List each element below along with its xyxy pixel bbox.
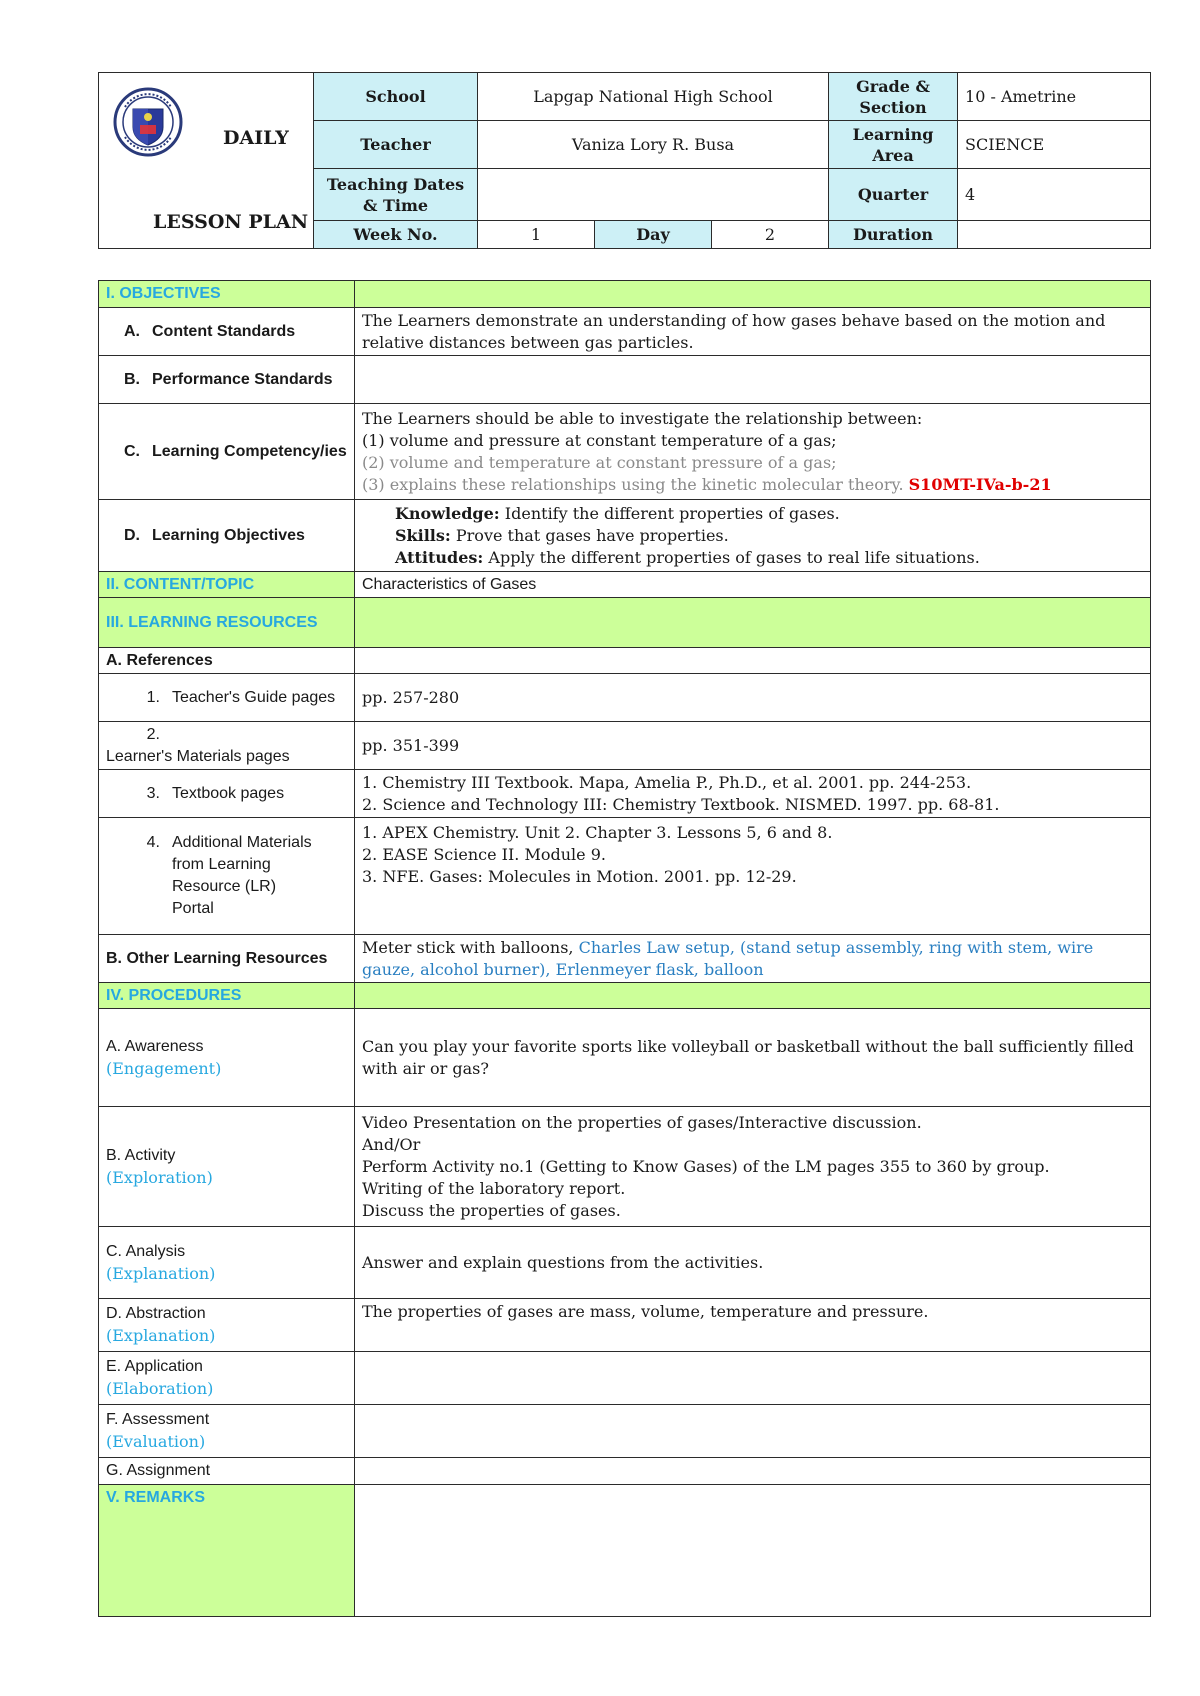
performance-standards-value [355, 356, 1151, 404]
abstraction-label: D. Abstraction (Explanation) [99, 1299, 355, 1352]
teachers-guide-label: 1. Teacher's Guide pages [99, 674, 355, 722]
teachers-guide-value: pp. 257-280 [355, 674, 1151, 722]
lesson-plan-table [98, 280, 1151, 1617]
dates-value [478, 169, 829, 221]
lesson-plan-title: LESSON PLAN [153, 211, 309, 233]
quarter-value: 4 [958, 169, 1151, 221]
objectives-heading: I. OBJECTIVES [99, 281, 355, 308]
awareness-value: Can you play your favorite sports like volleyball or basketball without the ball sufficiently filled with air or gas? [355, 1009, 1151, 1107]
week-value: 1 [478, 221, 595, 249]
dates-label: Teaching Dates & Time [314, 169, 478, 221]
teacher-label: Teacher [314, 121, 478, 169]
procedures-heading: IV. PROCEDURES [99, 983, 355, 1009]
area-value: SCIENCE [958, 121, 1151, 169]
daily-title: DAILY [223, 127, 289, 149]
learners-materials-value: pp. 351-399 [355, 722, 1151, 770]
day-value: 2 [712, 221, 829, 249]
other-resources-label: B. Other Learning Resources [99, 935, 355, 983]
grade-value: 10 - Ametrine [958, 73, 1151, 121]
activity-value: Video Presentation on the properties of gases/Interactive discussion. And/Or Perform Activity no.1 (Getting to Know Gases) of the LM pages 355 to 360 by group. Writing of the laboratory report. Discuss the properties of gases. [355, 1107, 1151, 1227]
remarks-heading: V. REMARKS [99, 1485, 355, 1617]
application-value [355, 1352, 1151, 1405]
week-label: Week No. [314, 221, 478, 249]
learning-competency-value: The Learners should be able to investigate the relationship between: (1) volume and pressure at constant temperature of a gas; (2) volume and temperature at constant pressure of a gas; (3) explains these relationships using the kinetic molecular theory. S10MT-IVa-b-21 [355, 404, 1151, 500]
deped-seal-icon [113, 87, 183, 157]
assessment-value [355, 1405, 1151, 1458]
abstraction-value: The properties of gases are mass, volume, temperature and pressure. [355, 1299, 1151, 1352]
remarks-value [355, 1485, 1151, 1617]
school-label: School [314, 73, 478, 121]
other-resources-value: Meter stick with balloons, Charles Law setup, (stand setup assembly, ring with stem, wire gauze, alcohol burner), Erlenmeyer flask, balloon [355, 935, 1151, 983]
analysis-label: C. Analysis (Explanation) [99, 1227, 355, 1299]
duration-label: Duration [829, 221, 958, 249]
textbook-pages-value: 1. Chemistry III Textbook. Mapa, Amelia P., Ph.D., et al. 2001. pp. 244-253. 2. Science and Technology III: Chemistry Textbook. NISMED. 1997. pp. 68-81. [355, 770, 1151, 818]
content-topic-value: Characteristics of Gases [355, 572, 1151, 598]
application-label: E. Application (Elaboration) [99, 1352, 355, 1405]
title-block [99, 73, 314, 249]
header-table [98, 72, 1151, 249]
procedures-heading-value [355, 983, 1151, 1009]
references-label: A. References [99, 648, 355, 674]
additional-materials-value: 1. APEX Chemistry. Unit 2. Chapter 3. Lessons 5, 6 and 8. 2. EASE Science II. Module 9. 3. NFE. Gases: Molecules in Motion. 2001. pp. 12-29. [355, 818, 1151, 935]
objectives-heading-value [355, 281, 1151, 308]
assignment-value [355, 1458, 1151, 1485]
textbook-pages-label: 3. Textbook pages [99, 770, 355, 818]
learning-resources-heading-value [355, 598, 1151, 648]
performance-standards-label: B. Performance Standards [99, 356, 355, 404]
day-label: Day [595, 221, 712, 249]
additional-materials-label: 4. Additional Materials from Learning Resource (LR) Portal [99, 818, 355, 935]
school-value: Lapgap National High School [478, 73, 829, 121]
duration-value [958, 221, 1151, 249]
assignment-label: G. Assignment [99, 1458, 355, 1485]
learning-objectives-value: Knowledge: Identify the different properties of gases. Skills: Prove that gases have properties. Attitudes: Apply the different properties of gases to real life situations. [355, 500, 1151, 572]
competency-code: S10MT-IVa-b-21 [908, 474, 1052, 494]
assessment-label: F. Assessment (Evaluation) [99, 1405, 355, 1458]
analysis-value: Answer and explain questions from the activities. [355, 1227, 1151, 1299]
quarter-label: Quarter [829, 169, 958, 221]
teacher-value: Vaniza Lory R. Busa [478, 121, 829, 169]
learners-materials-label: 2.Learner's Materials pages [99, 722, 355, 770]
content-standards-value: The Learners demonstrate an understanding of how gases behave based on the motion and relative distances between gas particles. [355, 308, 1151, 356]
area-label: Learning Area [829, 121, 958, 169]
content-topic-heading: II. CONTENT/TOPIC [99, 572, 355, 598]
learning-competency-label: C. Learning Competency/ies [99, 404, 355, 500]
references-value [355, 648, 1151, 674]
learning-objectives-label: D. Learning Objectives [99, 500, 355, 572]
grade-label: Grade & Section [829, 73, 958, 121]
content-standards-label: A. Content Standards [99, 308, 355, 356]
awareness-label: A. Awareness (Engagement) [99, 1009, 355, 1107]
activity-label: B. Activity (Exploration) [99, 1107, 355, 1227]
learning-resources-heading: III. LEARNING RESOURCES [99, 598, 355, 648]
